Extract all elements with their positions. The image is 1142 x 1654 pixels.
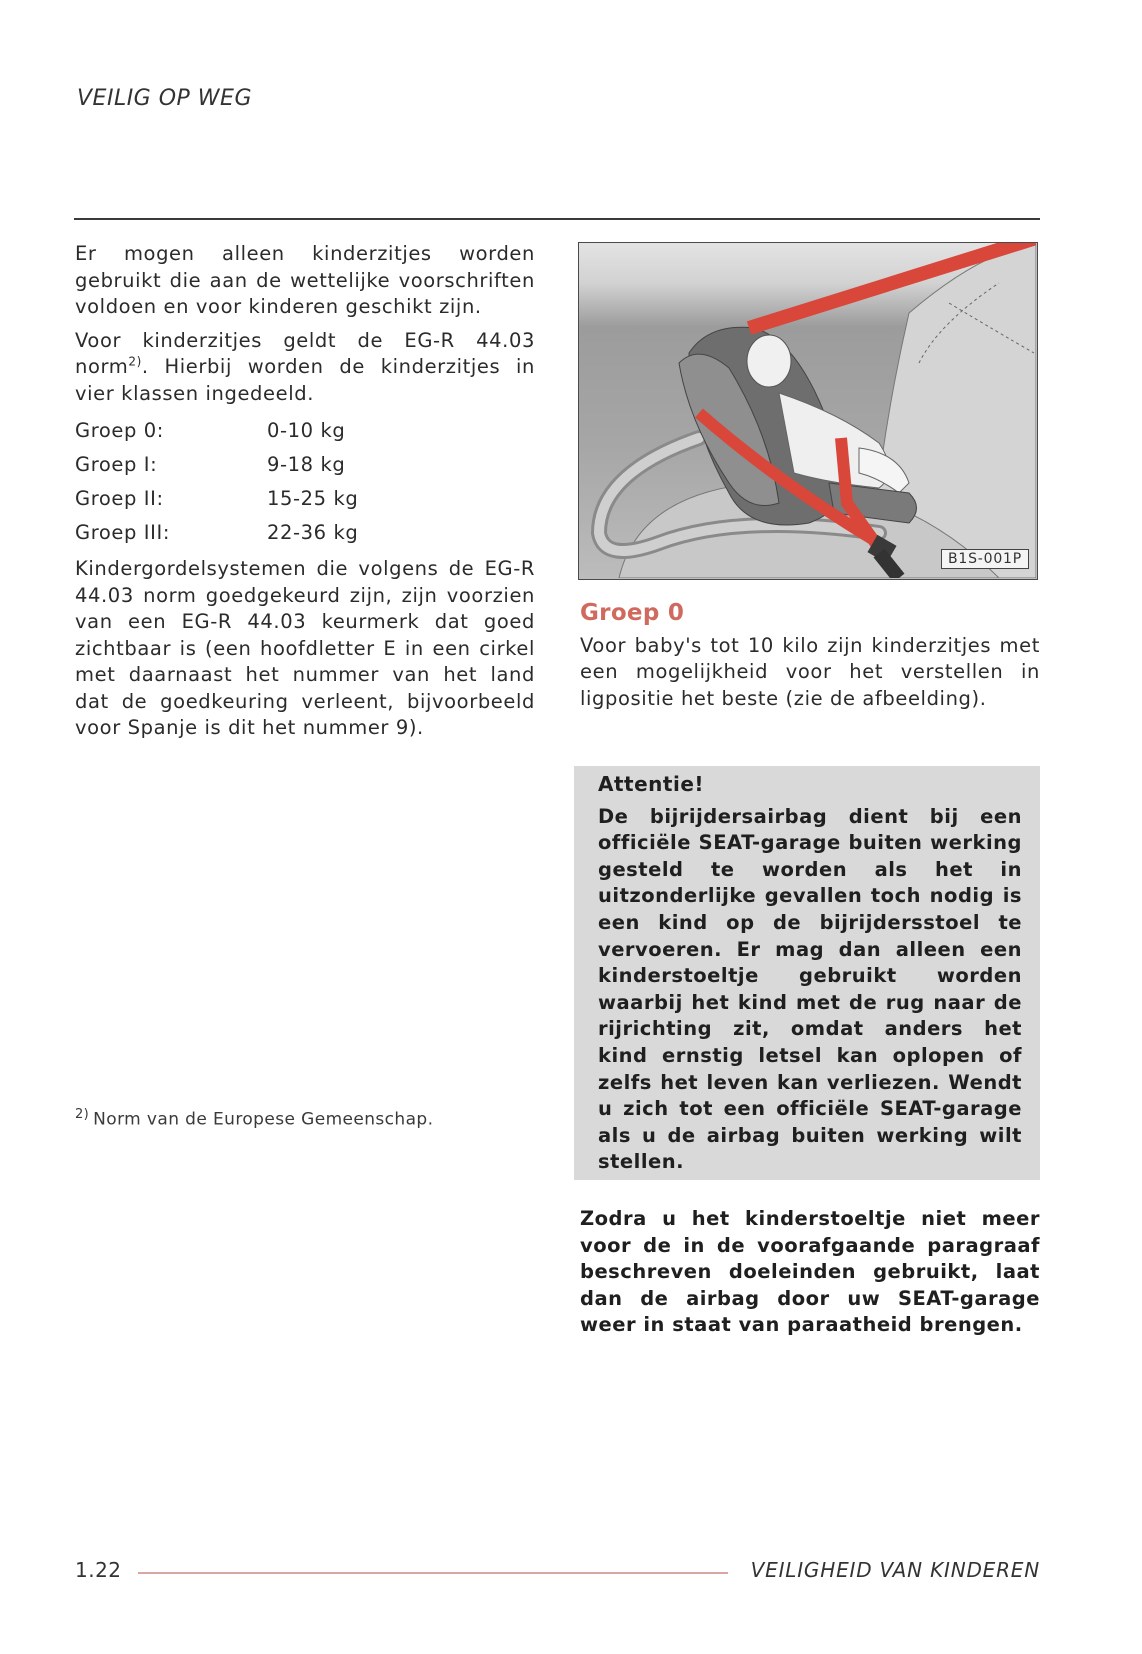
figure-code: B1S-001P: [941, 549, 1029, 569]
page-footer: [75, 1558, 1040, 1588]
group-range: 15-25 kg: [267, 486, 359, 510]
baby-head: [747, 335, 791, 387]
norm-text-before: Voor kinderzitjes geldt de EG-R 44.03 norm: [75, 328, 535, 378]
page-number: 1.22: [75, 1558, 122, 1582]
group-range: 22-36 kg: [267, 520, 359, 544]
footnote-mark: 2): [75, 1107, 90, 1122]
child-seat-illustration: [578, 242, 1038, 580]
footnote-reference[interactable]: 2): [128, 354, 142, 369]
group-label: Groep III:: [75, 520, 171, 544]
group-label: Groep 0:: [75, 418, 164, 442]
footnote-text: Norm van de Europese Gemeenschap.: [93, 1109, 434, 1130]
attention-box: [574, 766, 1040, 1180]
top-rule: [74, 218, 1040, 220]
weight-groups-table: [75, 414, 535, 550]
group0-paragraph: Voor baby's tot 10 kilo zijn kinderzitjes met een mogelijkheid voor het verstellen in ligpositie het beste (zie de afbeelding).: [580, 633, 1040, 710]
running-head: VEILIG OP WEG: [77, 86, 253, 111]
right-column: [580, 600, 1040, 712]
left-column: [75, 241, 535, 749]
intro-paragraph: Er mogen alleen kinderzitjes worden gebruikt die aan de wettelijke voorschriften voldoen en voor kinderen geschikt zijn.: [75, 242, 535, 318]
weight-group-row: [75, 482, 535, 516]
footer-section-title: VEILIGHEID VAN KINDEREN: [750, 1558, 1040, 1582]
section-heading: Groep 0: [580, 600, 685, 626]
group-range: 9-18 kg: [267, 452, 346, 476]
footnote: [75, 1107, 535, 1130]
weight-group-row: [75, 516, 535, 550]
weight-group-row: [75, 448, 535, 482]
illustration-drawing: [579, 243, 1036, 578]
approval-paragraph: Kindergordelsystemen die volgens de EG-R 44.03 norm goedgekeurd zijn, zijn voorzien van een EG-R 44.03 keurmerk dat goed zichtbaar is (een hoofdletter E in een cirkel met daarnaast het nummer van het land dat de goedkeuring verleent, bijvoorbeeld voor Spanje is dit het nummer 9).: [75, 557, 535, 739]
norm-paragraph: [75, 328, 535, 408]
norm-text-after: . Hierbij worden de kinderzitjes in vier klassen ingedeeld.: [75, 355, 535, 405]
footer-rule: [138, 1572, 728, 1574]
group-label: Groep I:: [75, 452, 158, 476]
weight-group-row: [75, 414, 535, 448]
attention-body: De bijrijdersairbag dient bij een officiële SEAT-garage buiten werking gesteld te worden als het in uitzonderlijke gevallen toch nodig is een kind op de bijrijdersstoel te vervoeren. Er mag dan alleen een kinderstoeltje gebruikt worden waarbij het kind met de rug naar de rijrichting zit, omdat anders het kind ernstig letsel kan oplopen of zelfs het leven kan verliezen. Wendt u zich tot een officiële SEAT-garage als u de airbag buiten werking wilt stellen.: [598, 804, 1022, 1174]
group-label: Groep II:: [75, 486, 164, 510]
closing-paragraph: Zodra u het kinderstoeltje niet meer voor de in de voorafgaande paragraaf beschreven doeleinden gebruikt, laat dan de airbag door uw SEAT-garage weer in staat van paraatheid brengen.: [580, 1207, 1040, 1337]
group-range: 0-10 kg: [267, 418, 346, 442]
attention-title: Attentie!: [598, 772, 705, 796]
